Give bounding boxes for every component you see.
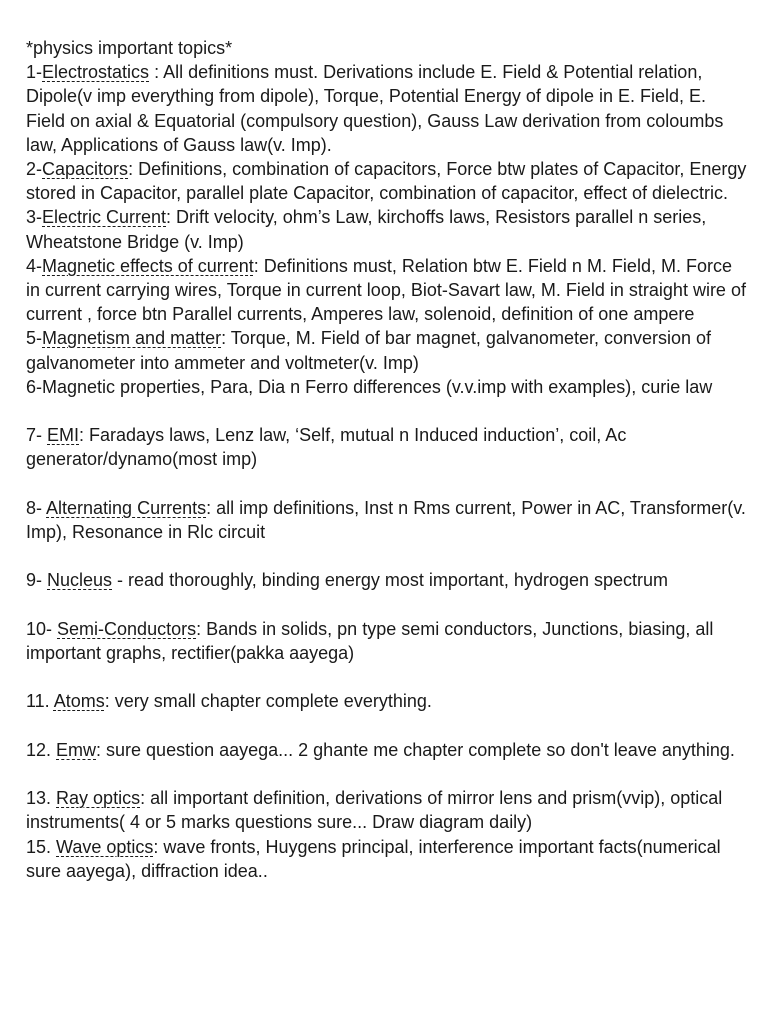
topic-details: : Drift velocity, ohm’s Law, kirchoffs laws, Resistors parallel n series, Wheatstone Bridge (v. Imp) [26, 207, 707, 252]
topic-item [26, 786, 748, 834]
topic-name: EMI [47, 425, 80, 446]
topic-item [26, 738, 748, 762]
topic-number: 7- [26, 425, 48, 446]
topic-number: 12. [26, 739, 57, 760]
topic-item [26, 617, 748, 665]
topic-item [26, 568, 748, 592]
topic-details: : All definitions must. Derivations include E. Field & Potential relation, Dipole(v imp everything from dipole), Torque, Potential Energy of dipole in E. Field, E. Field on axial & Equatorial (compulsory question), Gauss Law derivation from coloumbs law, Applications of Gauss law(v. Imp). [26, 62, 724, 155]
topic-name: Capacitors [42, 159, 129, 180]
topic-details: Magnetic properties, Para, Dia n Ferro differences (v.v.imp with examples), curie law [42, 376, 713, 397]
topic-name: Emw [56, 739, 97, 760]
topic-number: 5- [26, 328, 43, 349]
topic-list [26, 60, 748, 883]
topic-details: : all important definition, derivations of mirror lens and prism(vvip), optical instruments( 4 or 5 marks questions sure... Draw diagram daily) [26, 788, 723, 833]
topic-number: 10- [26, 618, 58, 639]
topic-details: : wave fronts, Huygens principal, interference important facts(numerical sure aayega), diffraction idea.. [26, 836, 721, 881]
topic-details: - read thoroughly, binding energy most important, hydrogen spectrum [112, 570, 669, 591]
topic-name: Magnetic effects of current [42, 255, 254, 276]
topic-number: 4- [26, 255, 43, 276]
topic-number: 8- [26, 497, 47, 518]
topic-name: Nucleus [47, 570, 113, 591]
topic-name: Electric Current [42, 207, 167, 228]
topic-number: 9- [26, 570, 48, 591]
topic-name: Semi-Conductors [57, 618, 197, 639]
topic-item [26, 254, 748, 327]
topic-item [26, 205, 748, 253]
topic-name: Ray optics [56, 788, 141, 809]
topic-number: 6- [26, 376, 43, 397]
topic-details: : Torque, M. Field of bar magnet, galvanometer, conversion of galvanometer into ammeter and voltmeter(v. Imp) [26, 328, 712, 373]
blank-line [26, 593, 748, 617]
topic-item [26, 835, 748, 883]
page-title: *physics important topics* [26, 38, 233, 58]
topic-name: Atoms [53, 691, 105, 712]
topic-details: : very small chapter complete everything. [104, 691, 432, 712]
topic-item [26, 496, 748, 544]
topic-details: : Definitions, combination of capacitors, Force btw plates of Capacitor, Energy stored in Capacitor, parallel plate Capacitor, combination of capacitor, effect of dielectric. [26, 159, 747, 204]
topic-number: 11. [26, 691, 54, 712]
topic-details: : Bands in solids, pn type semi conductors, Junctions, biasing, all important graphs, rectifier(pakka aayega) [26, 618, 714, 664]
blank-line [26, 399, 748, 423]
topic-number: 2- [26, 159, 43, 180]
topic-item [26, 689, 748, 713]
topic-item [26, 326, 748, 374]
topic-number: 15. [26, 836, 57, 857]
topic-name: Magnetism and matter [42, 328, 222, 349]
topic-number: 3- [26, 207, 43, 228]
topic-number: 13. [26, 788, 57, 809]
topic-name: Wave optics [56, 836, 154, 857]
topic-item [26, 60, 748, 157]
topic-item [26, 423, 748, 471]
topic-details: : Faradays laws, Lenz law, ‘Self, mutual n Induced induction’, coil, Ac generator/dynamo(most imp) [26, 425, 627, 470]
topic-name: Electrostatics [42, 62, 150, 83]
blank-line [26, 714, 748, 738]
topic-details: : Definitions must, Relation btw E. Field n M. Field, M. Force in current carrying wires, Torque in current loop, Biot-Savart law, M. Field in straight wire of current , force btn Parallel currents, Amperes law, solenoid, definition of one ampere [26, 255, 746, 325]
topic-details: : all imp definitions, Inst n Rms current, Power in AC, Transformer(v. Imp), Resonance in Rlc circuit [26, 497, 746, 543]
blank-line [26, 472, 748, 496]
topic-name: Alternating Currents [46, 497, 207, 518]
topic-item [26, 375, 748, 399]
topic-number: 1- [26, 62, 43, 83]
topic-details: : sure question aayega... 2 ghante me chapter complete so don't leave anything. [96, 739, 735, 760]
blank-line [26, 665, 748, 689]
blank-line [26, 544, 748, 568]
blank-line [26, 762, 748, 786]
topic-item [26, 157, 748, 205]
